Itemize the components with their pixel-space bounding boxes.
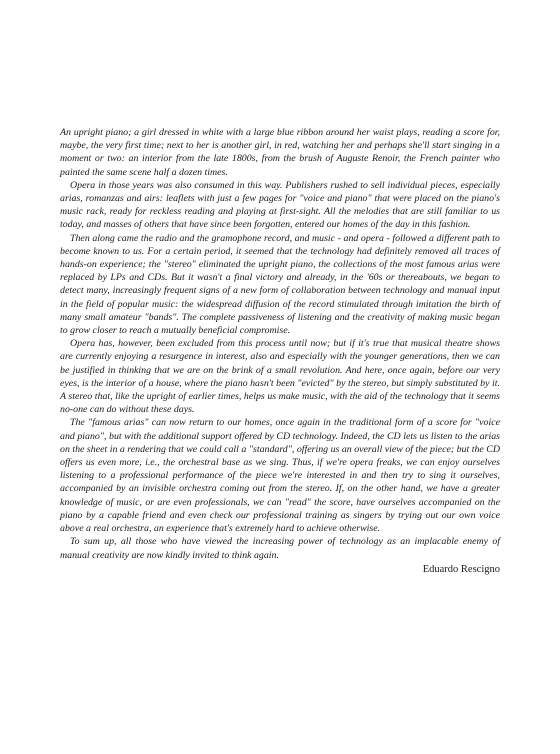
paragraph-1: An upright piano; a girl dressed in white with a large blue ribbon around her waist plays, reading a score for, maybe, the very first time; next to her is another girl, in red, watching her and perhaps she'll start singing in a moment or two: an interior from the late 1800s, from the brush of Auguste Renoir, the French painter who painted the same scene half a dozen times.	[60, 127, 500, 178]
author-signature: Eduardo Rescigno	[422, 563, 500, 575]
article-body	[60, 126, 500, 577]
paragraph-3: Then along came the radio and the gramophone record, and music - and opera - followed a different path to become known to us. For a certain period, it seemed that the technology had definitely removed all traces of hands-on experience; the "stereo" eliminated the upright piano, the collections of the most famous arias were replaced by LPs and CDs. But it wasn't a final victory and already, in the '60s or thereabouts, we began to detect many, increasingly frequent signs of a new form of collaboration between technology and manual input in the field of popular music: the widespread diffusion of the record stimulated through imitation the birth of many small amateur "bands". The complete passiveness of listening and the creativity of making music began to grow closer to reach a mutually beneficial compromise.	[60, 232, 500, 337]
paragraph-2: Opera in those years was also consumed in this way. Publishers rushed to sell individual pieces, especially arias, romanzas and airs: leaflets with just a few pages for "voice and piano" that were placed on the piano's music rack, ready for reckless reading and playing at first-sight. All the melodies that are still familiar to us today, and masses of others that have since been forgotten, entered our homes of the day in this fashion.	[60, 179, 500, 231]
paragraph-5: The "famous arias" can now return to our homes, once again in the traditional form of a score for "voice and piano", but with the additional support offered by CD technology. Indeed, the CD lets us listen to the arias on the sheet in a rendering that we could call a "standard", offering us an overall view of the piece; but the CD offers us even more, i.e., the orchestral base as we sing. Thus, if we're opera freaks, we can enjoy ourselves listening to a professional performance of the piece we're interested in and then try to sing it ourselves, accompanied by an invisible orchestra coming out from the stereo. If, on the other hand, we have a greater knowledge of music, or are even professionals, we can "read" the score, have ourselves accompanied on the piano by a capable friend and even check our professional training as singers by trying out our own voice above a real orchestra, an experience that's extremely hard to achieve otherwise.	[60, 417, 500, 535]
paragraph-6: To sum up, all those who have viewed the increasing power of technology as an implacable enemy of manual creativity are now kindly invited to think again.	[60, 536, 500, 561]
paragraph-4: Opera has, however, been excluded from this process until now; but if it's true that musical theatre shows are currently enjoying a resurgence in interest, also and especially with the younger generations, then we can be justified in thinking that we are on the brink of a small revolution. And here, once again, before our very eyes, is the interior of a house, where the piano hasn't been "evicted" by the stereo, but simply substituted by it. A stereo that, like the upright of earlier times, helps us make music, with the aid of the technology that it seems no-one can do without these days.	[60, 338, 500, 416]
